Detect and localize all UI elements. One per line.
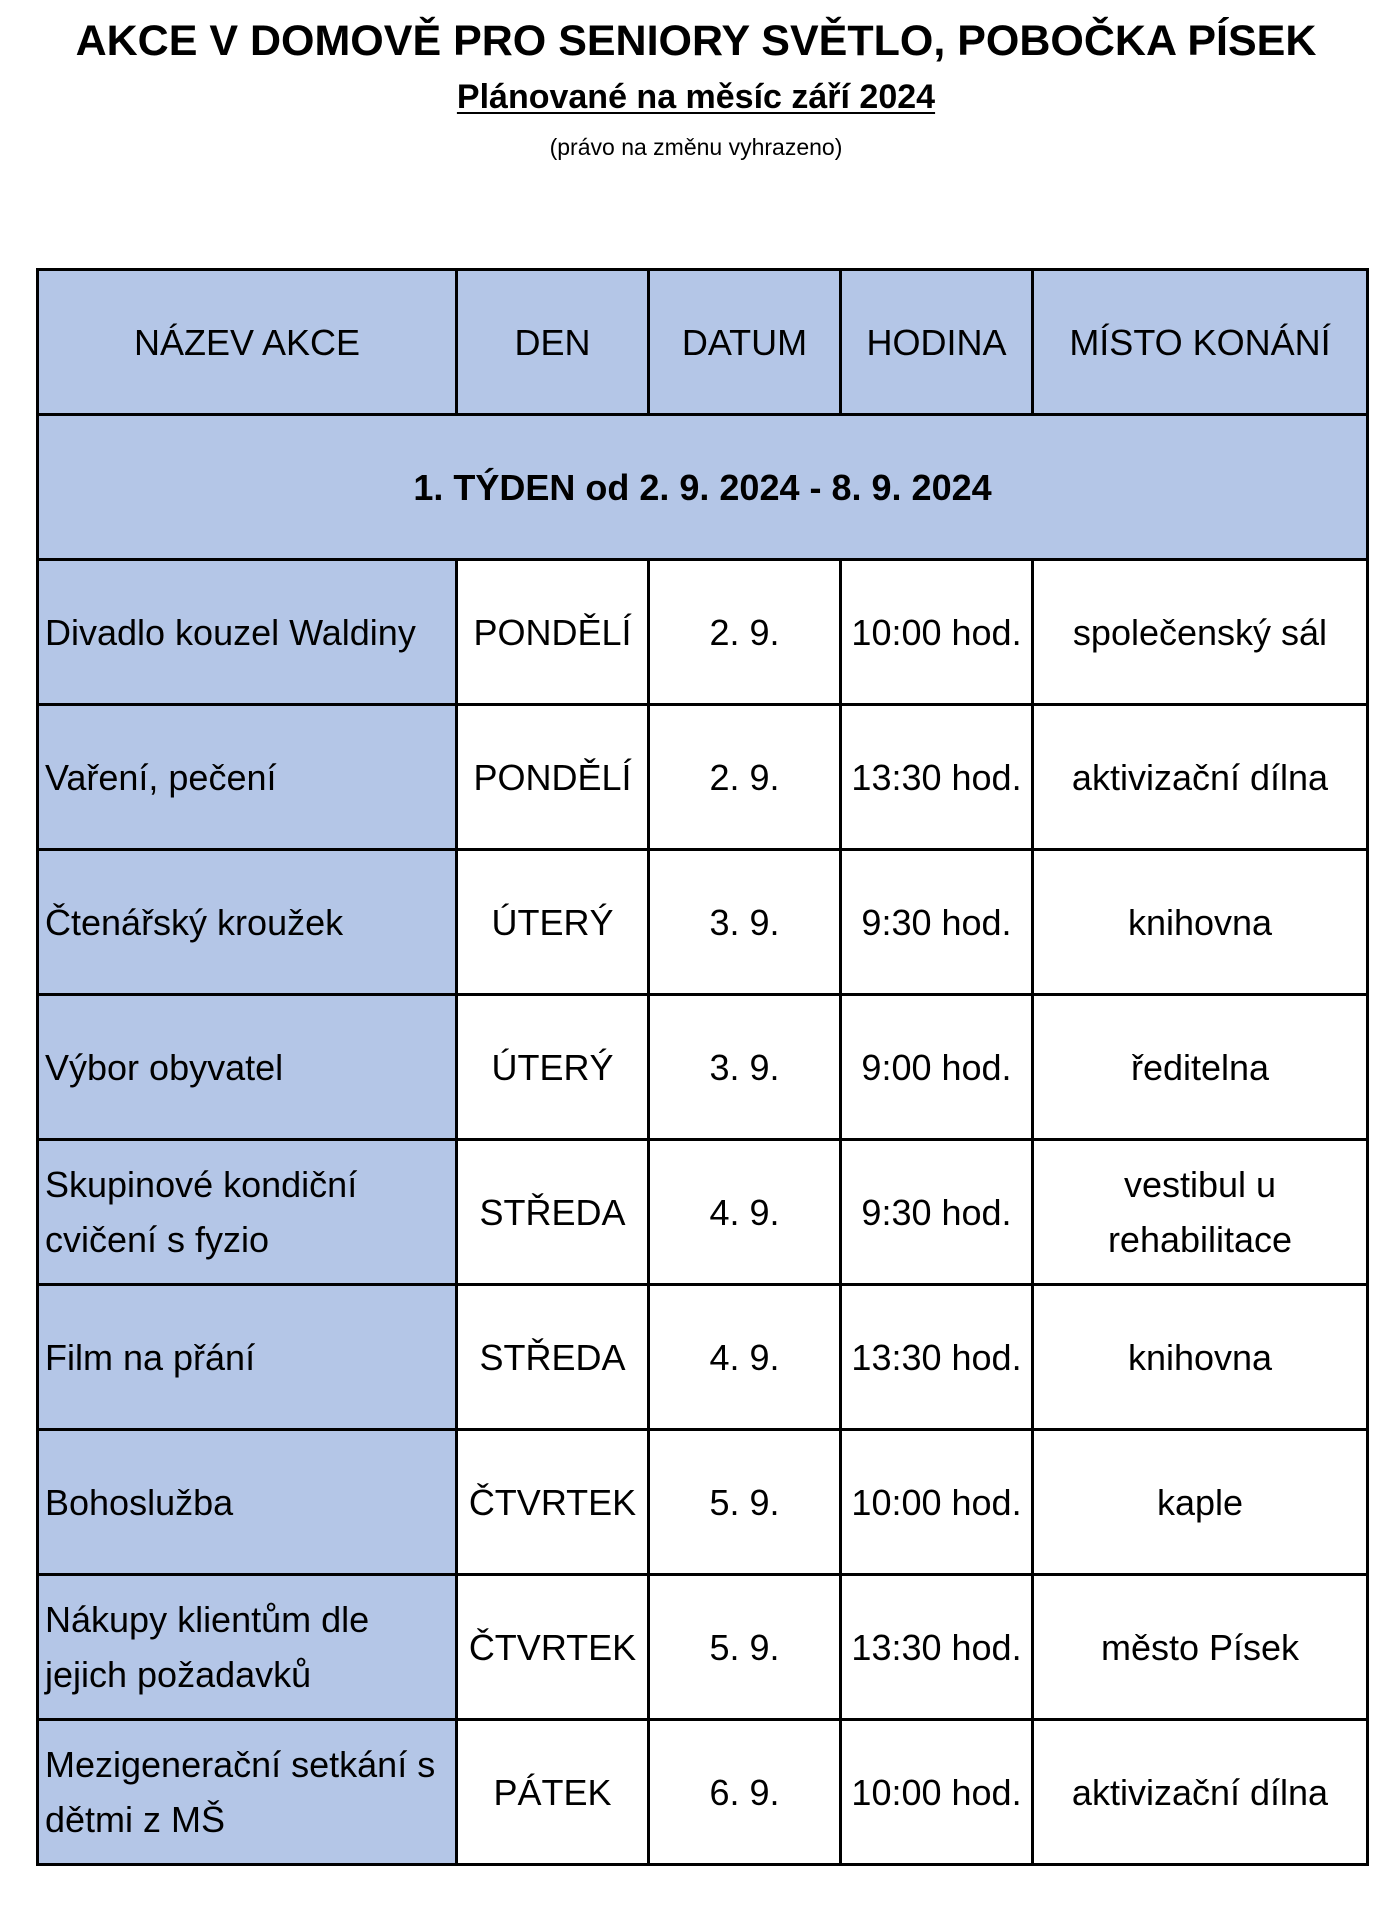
event-time: 13:30 hod.	[841, 705, 1033, 850]
event-place: město Písek	[1033, 1575, 1368, 1720]
event-time: 10:00 hod.	[841, 1430, 1033, 1575]
table-row	[38, 850, 1368, 995]
event-day: PÁTEK	[457, 1720, 649, 1865]
week-label: 1. TÝDEN od 2. 9. 2024 - 8. 9. 2024	[38, 415, 1368, 560]
event-date: 4. 9.	[649, 1285, 841, 1430]
event-name: Nákupy klientům dle jejich požadavků	[38, 1575, 457, 1720]
event-day: ÚTERÝ	[457, 995, 649, 1140]
column-header-day: DEN	[457, 270, 649, 415]
event-time: 10:00 hod.	[841, 1720, 1033, 1865]
event-place: aktivizační dílna	[1033, 705, 1368, 850]
event-name: Mezigenerační setkání s dětmi z MŠ	[38, 1720, 457, 1865]
event-date: 4. 9.	[649, 1140, 841, 1285]
event-place: kaple	[1033, 1430, 1368, 1575]
table-row	[38, 705, 1368, 850]
event-date: 2. 9.	[649, 560, 841, 705]
event-day: STŘEDA	[457, 1140, 649, 1285]
event-name: Film na přání	[38, 1285, 457, 1430]
table-row	[38, 1575, 1368, 1720]
event-name: Bohoslužba	[38, 1430, 457, 1575]
event-place: aktivizační dílna	[1033, 1720, 1368, 1865]
event-place: ředitelna	[1033, 995, 1368, 1140]
events-table	[36, 268, 1369, 1866]
table-header-row	[38, 270, 1368, 415]
event-day: STŘEDA	[457, 1285, 649, 1430]
event-time: 13:30 hod.	[841, 1575, 1033, 1720]
event-place: vestibul u rehabilitace	[1033, 1140, 1368, 1285]
table-row	[38, 1430, 1368, 1575]
event-place: společenský sál	[1033, 560, 1368, 705]
column-header-place: MÍSTO KONÁNÍ	[1033, 270, 1368, 415]
document-title: AKCE V DOMOVĚ PRO SENIORY SVĚTLO, POBOČKA PÍSEK	[75, 17, 1317, 65]
event-name: Čtenářský kroužek	[38, 850, 457, 995]
table-row	[38, 1285, 1368, 1430]
event-date: 3. 9.	[649, 995, 841, 1140]
event-name: Vaření, pečení	[38, 705, 457, 850]
event-day: ČTVRTEK	[457, 1575, 649, 1720]
column-header-time: HODINA	[841, 270, 1033, 415]
subtitle-text: Plánované na měsíc září 2024	[456, 78, 936, 116]
event-date: 5. 9.	[649, 1575, 841, 1720]
event-time: 9:30 hod.	[841, 1140, 1033, 1285]
column-header-name: NÁZEV AKCE	[38, 270, 457, 415]
change-note: (právo na změnu vyhrazeno)	[549, 134, 843, 160]
event-day: PONDĚLÍ	[457, 705, 649, 850]
event-time: 9:00 hod.	[841, 995, 1033, 1140]
page-cut-edge	[0, 1908, 1392, 1927]
event-name: Skupinové kondiční cvičení s fyzio	[38, 1140, 457, 1285]
event-date: 6. 9.	[649, 1720, 841, 1865]
table-row	[38, 560, 1368, 705]
table-row	[38, 1140, 1368, 1285]
event-date: 3. 9.	[649, 850, 841, 995]
event-day: PONDĚLÍ	[457, 560, 649, 705]
event-time: 10:00 hod.	[841, 560, 1033, 705]
event-day: ČTVRTEK	[457, 1430, 649, 1575]
event-name: Divadlo kouzel Waldiny	[38, 560, 457, 705]
event-place: knihovna	[1033, 1285, 1368, 1430]
event-date: 5. 9.	[649, 1430, 841, 1575]
event-date: 2. 9.	[649, 705, 841, 850]
event-place: knihovna	[1033, 850, 1368, 995]
event-day: ÚTERÝ	[457, 850, 649, 995]
table-row	[38, 1720, 1368, 1865]
event-name: Výbor obyvatel	[38, 995, 457, 1140]
document-subtitle	[0, 76, 1392, 118]
event-time: 13:30 hod.	[841, 1285, 1033, 1430]
column-header-date: DATUM	[649, 270, 841, 415]
table-row	[38, 995, 1368, 1140]
week-row	[38, 415, 1368, 560]
event-time: 9:30 hod.	[841, 850, 1033, 995]
